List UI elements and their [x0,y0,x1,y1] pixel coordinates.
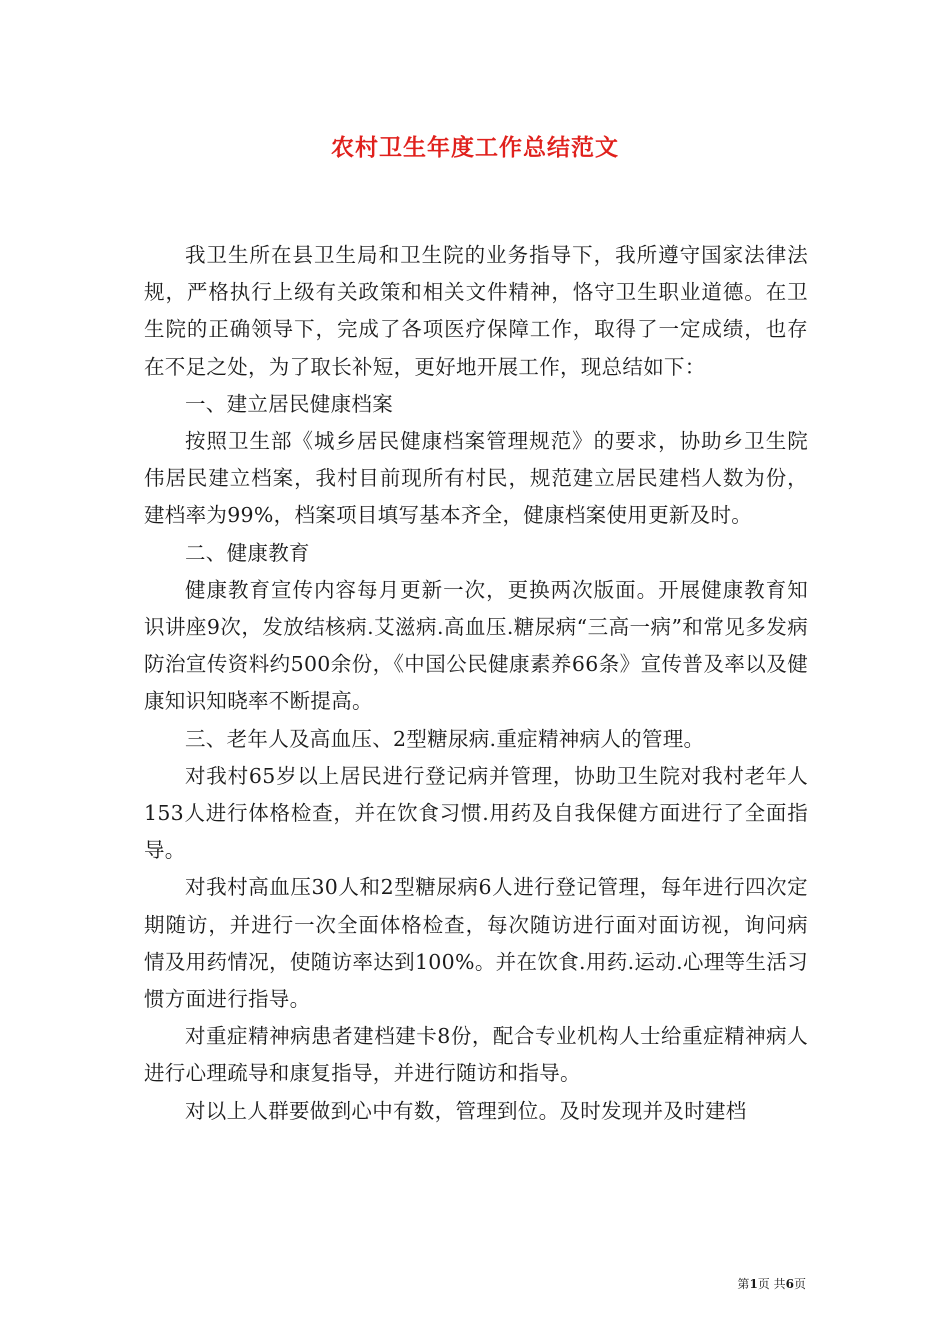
page-footer [737,1276,806,1292]
paragraph-intro: 我卫生所在县卫生局和卫生院的业务指导下，我所遵守国家法律法规，严格执行上级有关政策和相关文件精神，恪守卫生职业道德。在卫生院的正确领导下，完成了各项医疗保障工作，取得了一定成绩，也存在不足之处，为了取长补短，更好地开展工作，现总结如下： [144,243,808,379]
paragraph-health-education: 健康教育宣传内容每月更新一次，更换两次版面。开展健康教育知识讲座9次，发放结核病.艾滋病.高血压.糖尿病“三高一病”和常见多发病防治宣传资料约500余份，《中国公民健康素养66条》宣传普及率以及健康知识知晓率不断提高。 [144,577,808,714]
footer-current-page: 1 [749,1277,758,1291]
paragraph-management: 对以上人群要做到心中有数，管理到位。及时发现并及时建档 [185,1098,747,1123]
section-heading-1: 一、建立居民健康档案 [185,391,393,416]
section-heading-2: 二、健康教育 [185,540,310,565]
paragraph-health-records: 按照卫生部《城乡居民健康档案管理规范》的要求，协助乡卫生院伟居民建立档案，我村目前现所有村民，规范建立居民建档人数为份，建档率为99%，档案项目填写基本齐全，健康档案使用更新及时。 [144,429,808,528]
paragraph-mental-illness: 对重症精神病患者建档建卡8份，配合专业机构人士给重症精神病人进行心理疏导和康复指导，并进行随访和指导。 [144,1024,808,1086]
paragraph-hypertension-diabetes: 对我村高血压30人和2型糖尿病6人进行登记管理，每年进行四次定期随访，并进行一次全面体格检查，每次随访进行面对面访视，询问病情及用药情况，使随访率达到100%。并在饮食.用药.运动.心理等生活习惯方面进行指导。 [144,875,808,1012]
footer-total-pages: 6 [785,1277,794,1291]
paragraph-elderly: 对我村65岁以上居民进行登记病并管理，协助卫生院对我村老年人153人进行体格检查，并在饮食习惯.用药及自我保健方面进行了全面指导。 [144,763,808,863]
document-body [144,237,808,1130]
footer-prefix: 第 [737,1277,750,1291]
footer-middle: 页 共 [757,1277,786,1291]
footer-suffix: 页 [793,1277,806,1291]
document-title: 农村卫生年度工作总结范文 [331,135,619,161]
section-heading-3: 三、老年人及高血压、2型糖尿病.重症精神病人的管理。 [185,726,705,751]
